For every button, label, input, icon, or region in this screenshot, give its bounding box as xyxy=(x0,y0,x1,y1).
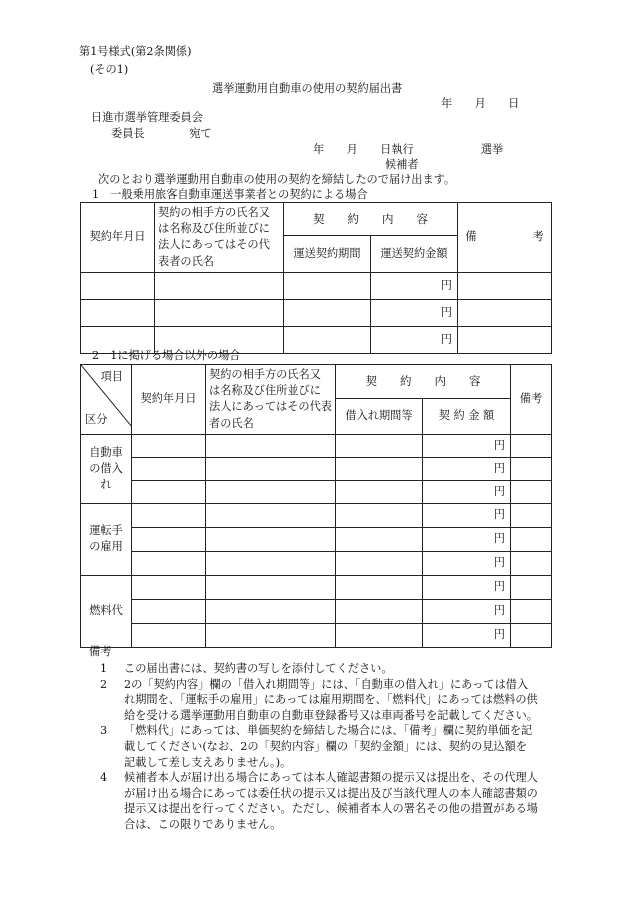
s2-yen[interactable]: 円 xyxy=(423,434,511,457)
s2-col-date: 契約年月日 xyxy=(132,365,206,435)
s2-cell[interactable] xyxy=(132,599,206,623)
form-title: 選挙運動用自動車の使用の契約届出書 xyxy=(212,82,403,95)
s2-cell[interactable] xyxy=(511,551,552,575)
note-item xyxy=(98,661,538,677)
note-item xyxy=(98,770,538,832)
section2-heading: 2 1に掲げる場合以外の場合 xyxy=(92,349,241,362)
s2-cat-car: 自動車の借入れ xyxy=(81,434,132,503)
s1-yen[interactable]: 円 xyxy=(371,299,458,326)
intro-text: 次のとおり選挙運動用自動車の使用の契約を締結したので届け出ます。 xyxy=(98,173,456,186)
date-line: 年 月 日 xyxy=(441,97,520,110)
s2-yen[interactable]: 円 xyxy=(423,599,511,623)
s1-cell[interactable] xyxy=(155,272,284,299)
s2-cat-driver: 運転手の雇用 xyxy=(81,503,132,575)
table-row xyxy=(81,551,552,575)
s2-cat-fuel: 燃料代 xyxy=(81,575,132,647)
s2-cell[interactable] xyxy=(132,551,206,575)
section2-table xyxy=(80,364,552,648)
s1-cell[interactable] xyxy=(284,272,371,299)
s2-cell[interactable] xyxy=(206,457,336,480)
s2-yen[interactable]: 円 xyxy=(423,551,511,575)
s2-cell[interactable] xyxy=(511,575,552,599)
s2-cell[interactable] xyxy=(206,434,336,457)
table-row xyxy=(81,434,552,457)
s2-cell[interactable] xyxy=(336,551,423,575)
s1-cell[interactable] xyxy=(458,272,552,299)
s2-yen[interactable]: 円 xyxy=(423,480,511,503)
s2-cell[interactable] xyxy=(336,599,423,623)
s1-col-amount: 運送契約金額 xyxy=(371,236,458,273)
table-row xyxy=(81,527,552,551)
s1-cell[interactable] xyxy=(155,299,284,326)
s2-cell[interactable] xyxy=(336,527,423,551)
table-row xyxy=(81,272,552,299)
s2-cell[interactable] xyxy=(511,623,552,647)
notes-list xyxy=(98,661,538,833)
s2-cell[interactable] xyxy=(206,503,336,527)
s1-cell[interactable] xyxy=(284,299,371,326)
table-row xyxy=(81,599,552,623)
s2-cell[interactable] xyxy=(511,503,552,527)
s2-cell[interactable] xyxy=(132,457,206,480)
note-text: 「燃料代」にあっては、単価契約を締結した場合には、「備考」欄に契約単価を記載してください(なお、2の「契約内容」欄の「契約金額」には、契約の見込額を記載して差し支えありません。)。 xyxy=(124,724,533,769)
note-item xyxy=(98,677,538,724)
s2-cell[interactable] xyxy=(336,575,423,599)
notes-heading: 備考 xyxy=(89,645,112,658)
s2-cell[interactable] xyxy=(206,599,336,623)
s1-cell[interactable] xyxy=(81,299,155,326)
s2-col-amount: 契 約 金 額 xyxy=(423,398,511,434)
s2-cell[interactable] xyxy=(511,599,552,623)
s1-cell[interactable] xyxy=(458,326,552,353)
s2-cell[interactable] xyxy=(206,527,336,551)
s2-diag-bottom: 区分 xyxy=(85,412,108,426)
form-number: 第1号様式(第2条関係) xyxy=(79,45,192,58)
s2-diagonal-header xyxy=(81,365,132,435)
note-item xyxy=(98,723,538,770)
election-line: 年 月 日執行 選挙 xyxy=(313,143,504,156)
s1-col-content: 契 約 内 容 xyxy=(284,203,458,236)
s2-cell[interactable] xyxy=(132,527,206,551)
s2-yen[interactable]: 円 xyxy=(423,623,511,647)
s2-cell[interactable] xyxy=(206,551,336,575)
table-row xyxy=(81,480,552,503)
table-row xyxy=(81,503,552,527)
s2-cell[interactable] xyxy=(511,480,552,503)
s2-cell[interactable] xyxy=(132,480,206,503)
s1-cell[interactable] xyxy=(284,326,371,353)
s2-cell[interactable] xyxy=(511,527,552,551)
s2-cell[interactable] xyxy=(336,503,423,527)
s1-col-party: 契約の相手方の氏名又は名称及び住所並びに法人にあってはその代表者の氏名 xyxy=(155,203,284,273)
s2-cell[interactable] xyxy=(132,503,206,527)
note-num: 1 xyxy=(100,662,108,675)
s2-cell[interactable] xyxy=(336,480,423,503)
table-row xyxy=(81,457,552,480)
s1-cell[interactable] xyxy=(458,299,552,326)
s2-cell[interactable] xyxy=(132,623,206,647)
s2-cell[interactable] xyxy=(511,457,552,480)
s2-col-period: 借入れ期間等 xyxy=(336,398,423,434)
chair-line: 委員長 宛て xyxy=(111,127,212,140)
s2-yen[interactable]: 円 xyxy=(423,503,511,527)
s2-cell[interactable] xyxy=(336,623,423,647)
s1-cell[interactable] xyxy=(81,272,155,299)
s2-cell[interactable] xyxy=(206,575,336,599)
s2-cell[interactable] xyxy=(336,434,423,457)
table-row xyxy=(81,575,552,599)
s2-col-content: 契 約 内 容 xyxy=(336,365,511,399)
note-text: この届出書には、契約書の写しを添付してください。 xyxy=(124,662,393,675)
s2-cell[interactable] xyxy=(132,434,206,457)
s2-col-party: 契約の相手方の氏名又は名称及び住所並びに法人にあってはその代表者の氏名 xyxy=(206,365,336,435)
s1-yen[interactable]: 円 xyxy=(371,272,458,299)
s2-cell[interactable] xyxy=(206,623,336,647)
note-num: 3 xyxy=(100,724,108,738)
s1-yen[interactable]: 円 xyxy=(371,326,458,353)
note-num: 4 xyxy=(100,771,108,785)
s2-yen[interactable]: 円 xyxy=(423,457,511,480)
recipient: 日進市選挙管理委員会 xyxy=(91,111,203,124)
note-num: 2 xyxy=(100,677,108,691)
s2-yen[interactable]: 円 xyxy=(423,527,511,551)
s2-diag-top: 項目 xyxy=(100,370,123,383)
s2-cell[interactable] xyxy=(511,434,552,457)
s2-col-remarks: 備考 xyxy=(511,365,552,435)
note-text: 2の「契約内容」欄の「借入れ期間等」には、「自動車の借入れ」にあっては借入れ期間を、「運転手の雇用」にあっては雇用期間を、「燃料代」にあっては燃料の供給を受ける選挙運動用自動車の自動車登録番号又は車両番号を記載してください。 xyxy=(124,677,538,722)
section1-table xyxy=(80,202,552,354)
s2-yen[interactable]: 円 xyxy=(423,575,511,599)
s2-cell[interactable] xyxy=(336,457,423,480)
table-row xyxy=(81,623,552,647)
s1-col-date: 契約年月日 xyxy=(81,203,155,273)
note-text: 候補者本人が届け出る場合にあっては本人確認書類の提示又は提出を、その代理人が届け出る場合にあっては委任状の提示又は提出及び当該代理人の本人確認書類の提示又は提出を行ってください。ただし、候補者本人の署名その他の措置がある場合は、この限りでありません。 xyxy=(124,771,538,831)
s2-cell[interactable] xyxy=(206,480,336,503)
candidate-label: 候補者 xyxy=(385,158,419,171)
s2-cell[interactable] xyxy=(132,575,206,599)
form-sub: (その1) xyxy=(90,63,129,76)
s1-col-period: 運送契約期間 xyxy=(284,236,371,273)
s1-col-remarks: 備 考 xyxy=(458,203,552,273)
section1-heading: 1 一般乗用旅客自動車運送事業者との契約による場合 xyxy=(92,188,368,201)
table-row xyxy=(81,299,552,326)
